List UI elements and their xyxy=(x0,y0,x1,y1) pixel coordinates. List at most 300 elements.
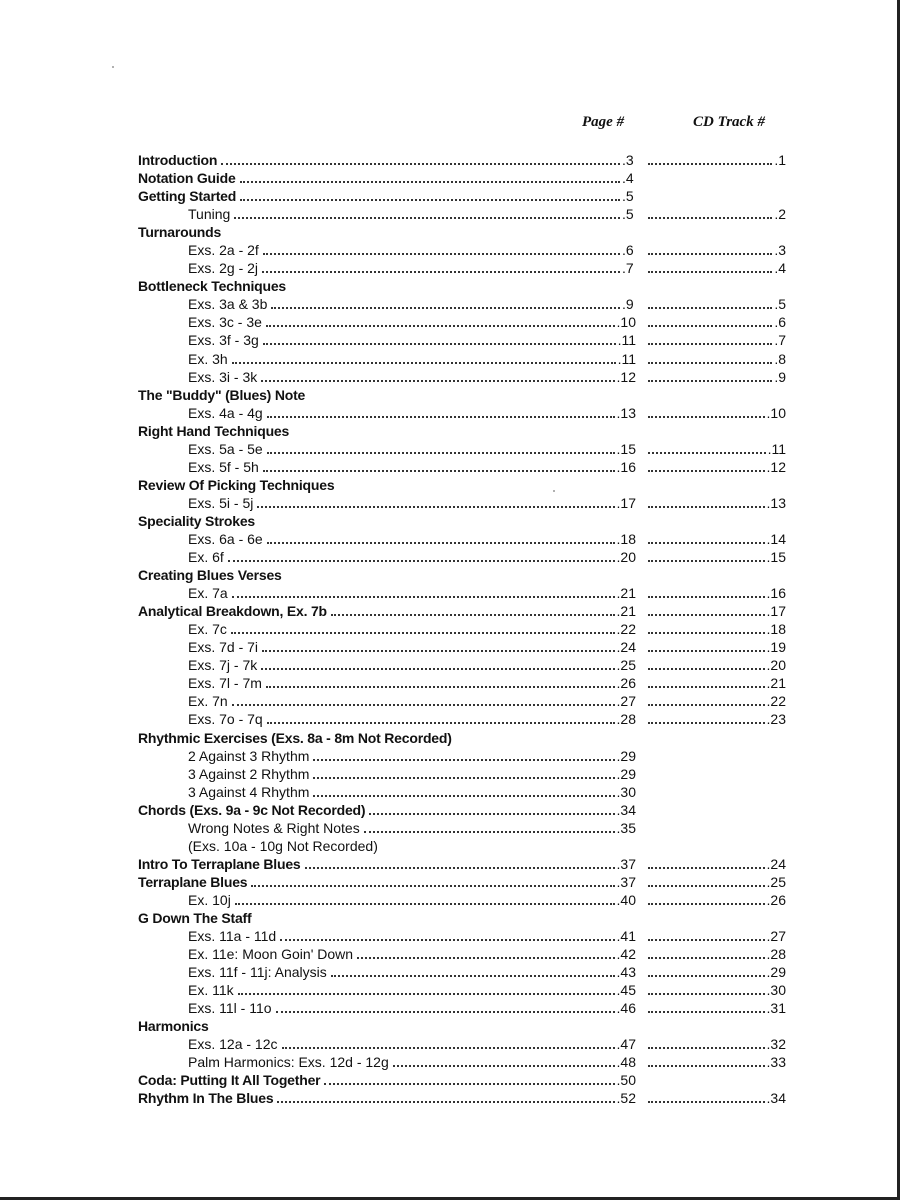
toc-row xyxy=(0,801,900,819)
toc-subentry-title: Ex. 7a xyxy=(188,584,232,602)
dot-leader xyxy=(648,343,772,345)
toc-section-title: Right Hand Techniques xyxy=(138,422,290,439)
page-number: .7 xyxy=(622,260,634,277)
page-number: .37 xyxy=(616,855,636,872)
toc-entry xyxy=(188,548,636,566)
dot-leader xyxy=(369,813,614,815)
track-number: .33 xyxy=(766,1054,786,1071)
dot-leader xyxy=(228,560,615,562)
toc-entry xyxy=(188,313,636,331)
toc-row xyxy=(0,873,900,891)
page-number: .11 xyxy=(617,350,636,367)
dot-leader xyxy=(648,380,772,382)
toc-subentry-title: Exs. 7l - 7m xyxy=(188,674,266,692)
track-entry xyxy=(648,241,786,259)
track-entry xyxy=(648,999,786,1017)
track-entry xyxy=(648,458,786,476)
dot-leader xyxy=(648,470,765,472)
page-number: .15 xyxy=(616,440,636,457)
toc-row xyxy=(0,1053,900,1071)
dot-leader xyxy=(261,668,614,670)
page-number: .21 xyxy=(616,603,636,620)
toc-entry xyxy=(188,999,636,1017)
track-number: .6 xyxy=(774,314,786,331)
dot-leader xyxy=(648,362,772,364)
dot-leader xyxy=(648,452,766,454)
dot-leader xyxy=(364,831,615,833)
dot-leader xyxy=(648,632,765,634)
dot-leader xyxy=(648,1011,765,1013)
dot-leader xyxy=(267,542,615,544)
page-number: .5 xyxy=(622,188,634,205)
dot-leader xyxy=(648,596,765,598)
toc-entry xyxy=(188,205,636,223)
toc-row xyxy=(0,422,900,440)
track-entry xyxy=(648,259,786,277)
track-number: .8 xyxy=(774,350,786,367)
dot-leader xyxy=(267,452,615,454)
track-entry xyxy=(648,674,786,692)
track-entry xyxy=(648,350,786,368)
toc-row xyxy=(0,205,900,223)
toc-subentry-title: Exs. 12a - 12c xyxy=(188,1035,282,1053)
page-number: .20 xyxy=(616,549,636,566)
dot-leader xyxy=(266,686,615,688)
toc-row xyxy=(0,548,900,566)
dot-leader xyxy=(261,380,614,382)
page-number: .6 xyxy=(622,242,634,259)
track-number: .13 xyxy=(766,494,786,511)
toc-subentry-title: Exs. 3i - 3k xyxy=(188,368,261,386)
track-number: .17 xyxy=(766,603,786,620)
track-number: .25 xyxy=(766,873,786,890)
toc-section-title: Review Of Picking Techniques xyxy=(138,476,335,493)
dot-leader xyxy=(648,1101,765,1103)
toc-subentry-title: (Exs. 10a - 10g Not Recorded) xyxy=(188,837,378,854)
toc-entry xyxy=(138,602,636,620)
toc-row xyxy=(0,331,900,349)
track-number: .20 xyxy=(766,657,786,674)
toc-subentry-title: Ex. 7n xyxy=(188,692,232,710)
page-number: .52 xyxy=(616,1090,636,1107)
page-number: .29 xyxy=(616,747,636,764)
toc-row xyxy=(0,855,900,873)
track-entry xyxy=(648,548,786,566)
toc-row xyxy=(0,638,900,656)
dot-leader xyxy=(648,542,765,544)
toc-subentry-title: Palm Harmonics: Exs. 12d - 12g xyxy=(188,1053,393,1071)
toc-row xyxy=(0,295,900,313)
track-number: .10 xyxy=(766,404,786,421)
page-number: .27 xyxy=(616,693,636,710)
page-number: .26 xyxy=(616,675,636,692)
page-number: .29 xyxy=(616,765,636,782)
track-number: .28 xyxy=(766,946,786,963)
toc-entry xyxy=(188,747,636,765)
toc-row xyxy=(0,440,900,458)
page-number: .48 xyxy=(616,1054,636,1071)
toc-row xyxy=(0,458,900,476)
page-number: .18 xyxy=(616,530,636,547)
dot-leader xyxy=(648,957,765,959)
toc-section-title: G Down The Staff xyxy=(138,909,252,926)
track-entry xyxy=(648,963,786,981)
page-number: .34 xyxy=(616,801,636,818)
track-entry xyxy=(648,692,786,710)
toc-subentry-title: Ex. 11e: Moon Goin' Down xyxy=(188,945,357,963)
toc-row xyxy=(0,187,900,205)
toc-entry xyxy=(188,692,636,710)
page-number: .21 xyxy=(616,585,636,602)
toc-subentry-title: Wrong Notes & Right Notes xyxy=(188,819,364,837)
toc-section-title: The "Buddy" (Blues) Note xyxy=(138,386,306,403)
toc-subentry-title: Ex. 6f xyxy=(188,548,228,566)
dot-leader xyxy=(357,957,614,959)
toc-subentry-title: Exs. 11a - 11d xyxy=(188,927,280,945)
dot-leader xyxy=(262,650,615,652)
page-number: .42 xyxy=(616,946,636,963)
toc-subentry-title: Exs. 3a & 3b xyxy=(188,295,271,313)
page-number: .17 xyxy=(616,494,636,511)
dot-leader xyxy=(235,903,615,905)
toc-row xyxy=(0,656,900,674)
toc-entry xyxy=(138,855,636,873)
page-number: .9 xyxy=(622,296,634,313)
track-number: .16 xyxy=(766,585,786,602)
toc-entry xyxy=(188,584,636,602)
page-number: .50 xyxy=(616,1072,636,1089)
toc-section-title: Harmonics xyxy=(138,1018,209,1035)
toc-entry xyxy=(188,620,636,638)
track-number: .29 xyxy=(766,964,786,981)
dot-leader xyxy=(232,704,615,706)
toc-subentry-title: Exs. 7d - 7i xyxy=(188,638,262,656)
dot-leader xyxy=(240,181,620,183)
toc-row xyxy=(0,223,900,241)
toc-row xyxy=(0,981,900,999)
toc-entry xyxy=(188,530,636,548)
page-number: .25 xyxy=(616,657,636,674)
dot-leader xyxy=(648,217,772,219)
dot-leader xyxy=(393,1065,615,1067)
dot-leader xyxy=(648,1065,765,1067)
toc-entry xyxy=(188,945,636,963)
toc-entry xyxy=(138,169,636,187)
track-entry xyxy=(648,620,786,638)
dot-leader xyxy=(262,271,620,273)
page-number: .35 xyxy=(616,819,636,836)
track-number: .2 xyxy=(774,206,786,223)
track-number: .7 xyxy=(774,332,786,349)
dot-leader xyxy=(324,1083,614,1085)
track-number: .22 xyxy=(766,693,786,710)
toc-section-title: Rhythm In The Blues xyxy=(138,1089,277,1107)
page-number: .5 xyxy=(622,206,634,223)
toc-section-title: Rhythmic Exercises (Exs. 8a - 8m Not Recorded) xyxy=(138,729,452,746)
toc-row xyxy=(0,692,900,710)
toc-entry xyxy=(188,963,636,981)
page-number: .37 xyxy=(616,873,636,890)
track-entry xyxy=(648,602,786,620)
toc-section-title: Introduction xyxy=(138,151,221,169)
toc-section-title: Analytical Breakdown, Ex. 7b xyxy=(138,602,331,620)
toc-subentry-title: Exs. 5a - 5e xyxy=(188,440,267,458)
dot-leader xyxy=(305,867,615,869)
track-number: .26 xyxy=(766,891,786,908)
toc-entry xyxy=(138,151,636,169)
toc-row xyxy=(0,620,900,638)
toc-row xyxy=(0,837,900,855)
track-number: .9 xyxy=(774,368,786,385)
toc-subentry-title: Exs. 5f - 5h xyxy=(188,458,263,476)
toc-entry xyxy=(188,440,636,458)
page-number: .24 xyxy=(616,639,636,656)
dot-leader xyxy=(648,939,765,941)
track-entry xyxy=(648,530,786,548)
track-entry xyxy=(648,945,786,963)
track-number: .34 xyxy=(766,1090,786,1107)
page-number: .3 xyxy=(622,152,634,168)
dot-leader xyxy=(648,253,772,255)
toc-row xyxy=(0,710,900,728)
page-number: .45 xyxy=(616,982,636,999)
toc-subentry-title: Exs. 4a - 4g xyxy=(188,404,267,422)
toc-section-title: Speciality Strokes xyxy=(138,512,256,529)
toc-section-title: Notation Guide xyxy=(138,169,240,187)
toc-subentry-title: Exs. 2a - 2f xyxy=(188,241,263,259)
page-number: .13 xyxy=(616,404,636,421)
toc-row xyxy=(0,277,900,295)
toc-row xyxy=(0,783,900,801)
track-number: .23 xyxy=(766,711,786,728)
toc-row xyxy=(0,476,900,494)
track-entry xyxy=(648,981,786,999)
toc-subentry-title: Exs. 6a - 6e xyxy=(188,530,267,548)
page-number: .46 xyxy=(616,1000,636,1017)
dot-leader xyxy=(648,993,765,995)
toc-entry xyxy=(138,801,636,819)
toc-row xyxy=(0,765,900,783)
track-number: .4 xyxy=(774,260,786,277)
toc-row xyxy=(0,313,900,331)
toc-entry xyxy=(188,765,636,783)
toc-subentry-title: Ex. 11k xyxy=(188,981,238,999)
dot-leader xyxy=(263,343,616,345)
page-number: .16 xyxy=(616,458,636,475)
toc-row xyxy=(0,494,900,512)
toc-row xyxy=(0,963,900,981)
toc-row xyxy=(0,1089,900,1107)
track-number: .3 xyxy=(774,242,786,259)
page-number: .28 xyxy=(616,711,636,728)
toc-section-title: Coda: Putting It All Together xyxy=(138,1071,324,1089)
toc-entry xyxy=(188,981,636,999)
dot-leader xyxy=(648,668,765,670)
toc-section-title: Turnarounds xyxy=(138,224,222,241)
dot-leader xyxy=(232,362,616,364)
track-entry xyxy=(648,331,786,349)
dot-leader xyxy=(271,307,620,309)
toc-row xyxy=(0,368,900,386)
track-entry xyxy=(648,1053,786,1071)
dot-leader xyxy=(251,885,614,887)
dot-leader xyxy=(648,560,765,562)
toc-row xyxy=(0,404,900,422)
track-entry xyxy=(648,205,786,223)
page-number: .10 xyxy=(616,314,636,331)
track-entry xyxy=(648,151,786,169)
dot-leader xyxy=(313,759,614,761)
dot-leader xyxy=(221,163,620,165)
toc-subentry-title: 3 Against 4 Rhythm xyxy=(188,783,313,801)
toc-row xyxy=(0,674,900,692)
toc-section-title: Bottleneck Techniques xyxy=(138,278,287,295)
toc-section-title: Chords (Exs. 9a - 9c Not Recorded) xyxy=(138,801,369,819)
track-entry xyxy=(648,404,786,422)
track-entry xyxy=(648,710,786,728)
page-number: .11 xyxy=(617,332,636,349)
track-number: .18 xyxy=(766,621,786,638)
track-entry xyxy=(648,656,786,674)
track-number: .14 xyxy=(766,530,786,547)
dot-leader xyxy=(331,614,615,616)
toc-entry xyxy=(188,241,636,259)
toc-entry xyxy=(138,1089,636,1107)
dot-leader xyxy=(232,596,615,598)
dot-leader xyxy=(238,993,615,995)
track-number: .21 xyxy=(766,675,786,692)
toc-section-title: Getting Started xyxy=(138,187,240,205)
toc-row xyxy=(0,584,900,602)
track-entry xyxy=(648,440,786,458)
dot-leader xyxy=(648,1047,765,1049)
toc-row xyxy=(0,1071,900,1089)
toc-section-title: Intro To Terraplane Blues xyxy=(138,855,305,873)
dot-leader xyxy=(313,777,614,779)
toc-subentry-title: Tuning xyxy=(188,205,234,223)
dot-leader xyxy=(648,704,765,706)
toc-entry xyxy=(188,404,636,422)
toc-entry xyxy=(138,1071,636,1089)
toc-row xyxy=(0,169,900,187)
page-number: .12 xyxy=(616,368,636,385)
dot-leader xyxy=(648,903,765,905)
toc-row xyxy=(0,350,900,368)
dot-leader xyxy=(267,722,615,724)
dot-leader xyxy=(257,506,614,508)
toc-entry xyxy=(188,1053,636,1071)
track-entry xyxy=(648,1035,786,1053)
track-number: .15 xyxy=(766,549,786,566)
toc-row xyxy=(0,151,900,169)
dot-leader xyxy=(648,307,772,309)
toc-subentry-title: Exs. 3f - 3g xyxy=(188,331,263,349)
toc-entry xyxy=(188,656,636,674)
toc-entry xyxy=(138,873,636,891)
toc-entry xyxy=(188,259,636,277)
toc-entry xyxy=(138,187,636,205)
toc-subentry-title: Exs. 5i - 5j xyxy=(188,494,257,512)
toc-row xyxy=(0,1035,900,1053)
track-number: .31 xyxy=(766,1000,786,1017)
toc-entry xyxy=(188,638,636,656)
track-number: .19 xyxy=(766,639,786,656)
toc-row xyxy=(0,945,900,963)
toc-subentry-title: 2 Against 3 Rhythm xyxy=(188,747,313,765)
toc-entry xyxy=(188,458,636,476)
track-entry xyxy=(648,873,786,891)
dot-leader xyxy=(648,271,772,273)
toc-row xyxy=(0,512,900,530)
table-of-contents xyxy=(0,151,900,1107)
toc-row xyxy=(0,259,900,277)
toc-row xyxy=(0,891,900,909)
dot-leader xyxy=(648,163,772,165)
dot-leader xyxy=(648,975,765,977)
dot-leader xyxy=(648,506,765,508)
toc-entry xyxy=(188,927,636,945)
dot-leader xyxy=(648,885,765,887)
toc-row xyxy=(0,819,900,837)
dot-leader xyxy=(267,416,615,418)
track-entry xyxy=(648,927,786,945)
toc-entry xyxy=(188,331,636,349)
toc-subentry-title: Exs. 7j - 7k xyxy=(188,656,261,674)
track-number: .27 xyxy=(766,928,786,945)
dot-leader xyxy=(282,1047,615,1049)
track-number: .12 xyxy=(766,458,786,475)
track-entry xyxy=(648,368,786,386)
toc-subentry-title: Exs. 11f - 11j: Analysis xyxy=(188,963,331,981)
toc-row xyxy=(0,909,900,927)
page-number: .47 xyxy=(616,1036,636,1053)
toc-entry xyxy=(188,674,636,692)
page-number: .22 xyxy=(616,621,636,638)
track-entry xyxy=(648,638,786,656)
page-number: .41 xyxy=(616,928,636,945)
dot-leader xyxy=(234,217,620,219)
toc-subentry-title: Exs. 3c - 3e xyxy=(188,313,266,331)
track-number: .30 xyxy=(766,982,786,999)
toc-row xyxy=(0,241,900,259)
track-entry xyxy=(648,1089,786,1107)
track-column-header: CD Track # xyxy=(693,114,765,130)
dot-leader xyxy=(648,325,772,327)
toc-subentry-title: Exs. 7o - 7q xyxy=(188,710,267,728)
dot-leader xyxy=(331,975,615,977)
dot-leader xyxy=(648,722,765,724)
toc-row xyxy=(0,386,900,404)
toc-row xyxy=(0,566,900,584)
page-number: .43 xyxy=(616,964,636,981)
track-entry xyxy=(648,891,786,909)
track-entry xyxy=(648,494,786,512)
toc-section-title: Creating Blues Verses xyxy=(138,567,282,584)
page-column-header: Page # xyxy=(582,114,625,130)
dot-leader xyxy=(266,325,615,327)
toc-entry xyxy=(188,783,636,801)
toc-row xyxy=(0,530,900,548)
track-entry xyxy=(648,313,786,331)
track-entry xyxy=(648,295,786,313)
dot-leader xyxy=(313,795,614,797)
track-number: .5 xyxy=(774,296,786,313)
scan-speck xyxy=(112,66,114,68)
toc-entry xyxy=(188,350,636,368)
track-number: .11 xyxy=(767,440,786,457)
dot-leader xyxy=(648,650,765,652)
dot-leader xyxy=(263,470,615,472)
